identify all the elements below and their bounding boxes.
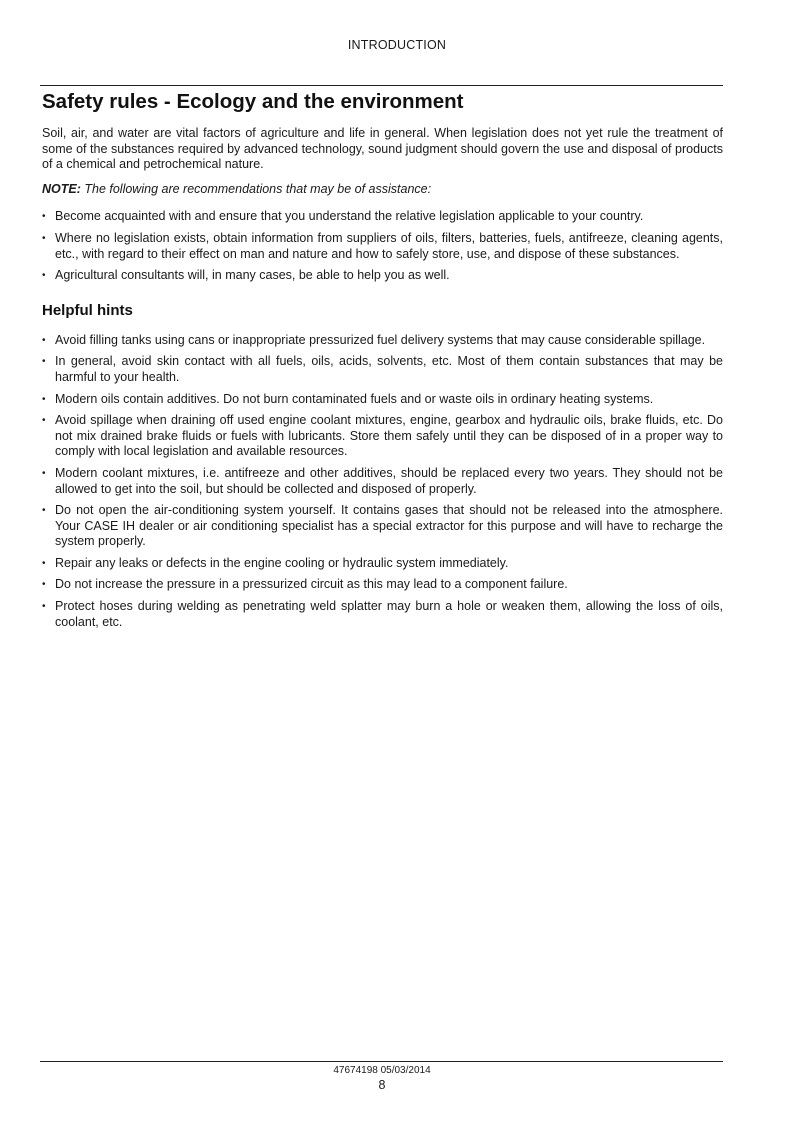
list-item: • Modern oils contain additives. Do not burn contaminated fuels and or waste oils in ordinary heating systems. — [42, 392, 723, 408]
list-item: • Do not open the air-conditioning system yourself. It contains gases that should not be released into the atmosphere. Your CASE IH dealer or air conditioning specialist has a special extractor for this purpose and will have to recharge the system properly. — [42, 503, 723, 550]
list-item: • Become acquainted with and ensure that you understand the relative legislation applicable to your country. — [42, 209, 723, 225]
intro-paragraph: Soil, air, and water are vital factors of agriculture and life in general. When legislation does not yet rule the treatment of some of the substances required by advanced technology, sound judgment should govern the use and disposal of products of a chemical and petrochemical nature. — [42, 126, 723, 172]
list-item: • Avoid spillage when draining off used engine coolant mixtures, engine, gearbox and hydraulic oils, brake fluids, etc. Do not mix drained brake fluids or fuels with lubricants. Store them safely until they can be disposed of in a proper way to comply with local legislation and available resources. — [42, 413, 723, 460]
list-item: • Protect hoses during welding as penetrating weld splatter may burn a hole or weaken them, allowing the loss of oils, coolant, etc. — [42, 599, 723, 630]
hints-list — [42, 333, 723, 631]
list-item: • Avoid filling tanks using cans or inappropriate pressurized fuel delivery systems that may cause considerable spillage. — [42, 333, 723, 349]
document-code: 47674198 05/03/2014 — [333, 1065, 431, 1076]
note-paragraph — [42, 182, 723, 198]
footer-divider — [40, 1061, 723, 1062]
note-text: The following are recommendations that may be of assistance: — [80, 181, 432, 196]
note-label: NOTE: — [42, 181, 81, 196]
page-number: 8 — [378, 1078, 386, 1092]
list-item: • Where no legislation exists, obtain information from suppliers of oils, filters, batteries, fuels, antifreeze, cleaning agents, etc., with regard to their effect on man and nature and how to safely store, use, and dispose of these substances. — [42, 231, 723, 262]
list-item: • In general, avoid skin contact with all fuels, oils, acids, solvents, etc. Most of them contain substances that may be harmful to your health. — [42, 354, 723, 385]
recommendations-list — [42, 209, 723, 283]
list-item: • Repair any leaks or defects in the engine cooling or hydraulic system immediately. — [42, 556, 723, 572]
section-heading-helpful-hints: Helpful hints — [42, 301, 133, 319]
page-content — [42, 89, 723, 636]
list-item: • Agricultural consultants will, in many cases, be able to help you as well. — [42, 268, 723, 284]
header-divider — [40, 85, 723, 86]
page-header-section: INTRODUCTION — [347, 38, 447, 52]
list-item: • Do not increase the pressure in a pressurized circuit as this may lead to a component failure. — [42, 577, 723, 593]
list-item: • Modern coolant mixtures, i.e. antifreeze and other additives, should be replaced every two years. They should not be allowed to get into the soil, but should be collected and disposed of properly. — [42, 466, 723, 497]
page-title: Safety rules - Ecology and the environment — [42, 90, 464, 113]
